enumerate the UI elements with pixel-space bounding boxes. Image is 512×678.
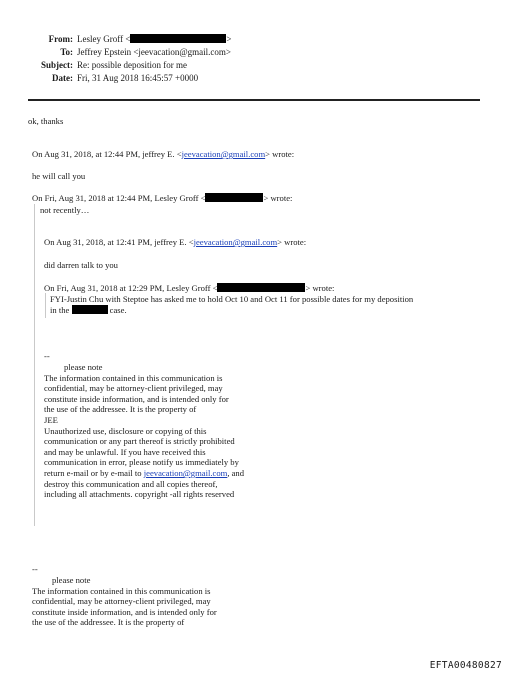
email-link[interactable]: jeevacation@gmail.com [181, 149, 266, 159]
to-value: Jeffrey Epstein <jeevacation@gmail.com> [77, 47, 231, 57]
signature-line: JEE [44, 414, 58, 425]
quote-header-2 [32, 193, 292, 204]
signature-email-line [44, 468, 244, 479]
redaction-bar [72, 305, 108, 314]
fyi-line-2-suffix: case. [109, 305, 127, 315]
signature-line: Unauthorized use, disclosure or copying of this [44, 425, 207, 436]
signature-email-prefix: return e-mail or by e-mail to [44, 467, 144, 478]
signature-inner [44, 362, 244, 500]
quote-header-4 [44, 283, 334, 294]
quote-header-1-suffix: > wrote: [265, 149, 295, 159]
signature-line: and may be unlawful. If you have received this [44, 446, 206, 457]
quote-header-1-prefix: On Aug 31, 2018, at 12:44 PM, jeffrey E. < [32, 149, 182, 159]
quote-header-1 [32, 149, 294, 160]
quote-header-3-prefix: On Aug 31, 2018, at 12:41 PM, jeffrey E. < [44, 237, 194, 247]
subject-value: Re: possible deposition for me [77, 60, 187, 70]
quote-bar-inner [45, 293, 46, 318]
signature-line: please note [64, 362, 103, 372]
redaction-bar [130, 34, 226, 43]
date-value: Fri, 31 Aug 2018 16:45:57 +0000 [77, 73, 199, 83]
signature-outer [32, 575, 217, 628]
signature-line: please note [52, 575, 91, 585]
quote-header-2-suffix: > wrote: [263, 193, 293, 203]
email-link[interactable]: jeevacation@gmail.com [143, 467, 228, 478]
to-label: To: [60, 47, 73, 57]
signature-line: confidential, may be attorney-client privileged, may [44, 383, 223, 394]
signature-line: destroy this communication and all copies thereof, [44, 478, 218, 489]
signature-inner-dash: -- [44, 351, 50, 361]
quote-header-2-prefix: On Fri, Aug 31, 2018 at 12:44 PM, Lesley Groff < [32, 193, 206, 203]
quote-header-4-prefix: On Fri, Aug 31, 2018 at 12:29 PM, Lesley Groff < [44, 283, 218, 293]
quote-header-3 [44, 237, 306, 248]
signature-line: the use of the addressee. It is the property of [32, 617, 185, 628]
signature-line: communication or any part thereof is strictly prohibited [44, 436, 235, 447]
quote-bar-outer [34, 204, 35, 526]
reply-ok-thanks: ok, thanks [28, 116, 64, 126]
reply-not-recently: not recently… [40, 205, 90, 215]
reply-did-darren: did darren talk to you [44, 260, 118, 270]
fyi-line-1: FYI-Justin Chu with Steptoe has asked me to hold Oct 10 and Oct 11 for possible dates for my deposition [50, 294, 414, 304]
signature-line: The information contained in this communication is [32, 585, 211, 596]
signature-line: The information contained in this communication is [44, 372, 223, 383]
subject-label: Subject: [41, 60, 73, 70]
signature-line: constitute inside information, and is intended only for [44, 393, 229, 404]
from-end: > [226, 34, 232, 44]
document-id: EFTA00480827 [429, 660, 502, 671]
header-divider [28, 99, 480, 101]
signature-line: the use of the addressee. It is the property of [44, 404, 197, 415]
quote-header-3-suffix: > wrote: [277, 237, 307, 247]
signature-line: communication in error, please notify us immediately by [44, 457, 239, 468]
signature-line: constitute inside information, and is intended only for [32, 606, 217, 617]
redaction-bar [217, 283, 305, 292]
quote-header-4-suffix: > wrote: [305, 283, 335, 293]
reply-he-will-call: he will call you [32, 171, 86, 181]
email-link[interactable]: jeevacation@gmail.com [193, 237, 278, 247]
fyi-line-2-prefix: in the [50, 305, 70, 315]
from-value [77, 34, 231, 45]
date-label: Date: [52, 73, 73, 83]
from-label: From: [48, 34, 73, 44]
signature-outer-dash: -- [32, 564, 38, 574]
signature-line: including all attachments. copyright -all rights reserved [44, 489, 235, 500]
signature-line: confidential, may be attorney-client privileged, may [32, 596, 211, 607]
signature-email-suffix: , and [227, 467, 245, 478]
fyi-line-2 [50, 305, 127, 316]
redaction-bar [205, 193, 263, 202]
from-name: Lesley Groff < [77, 34, 131, 44]
